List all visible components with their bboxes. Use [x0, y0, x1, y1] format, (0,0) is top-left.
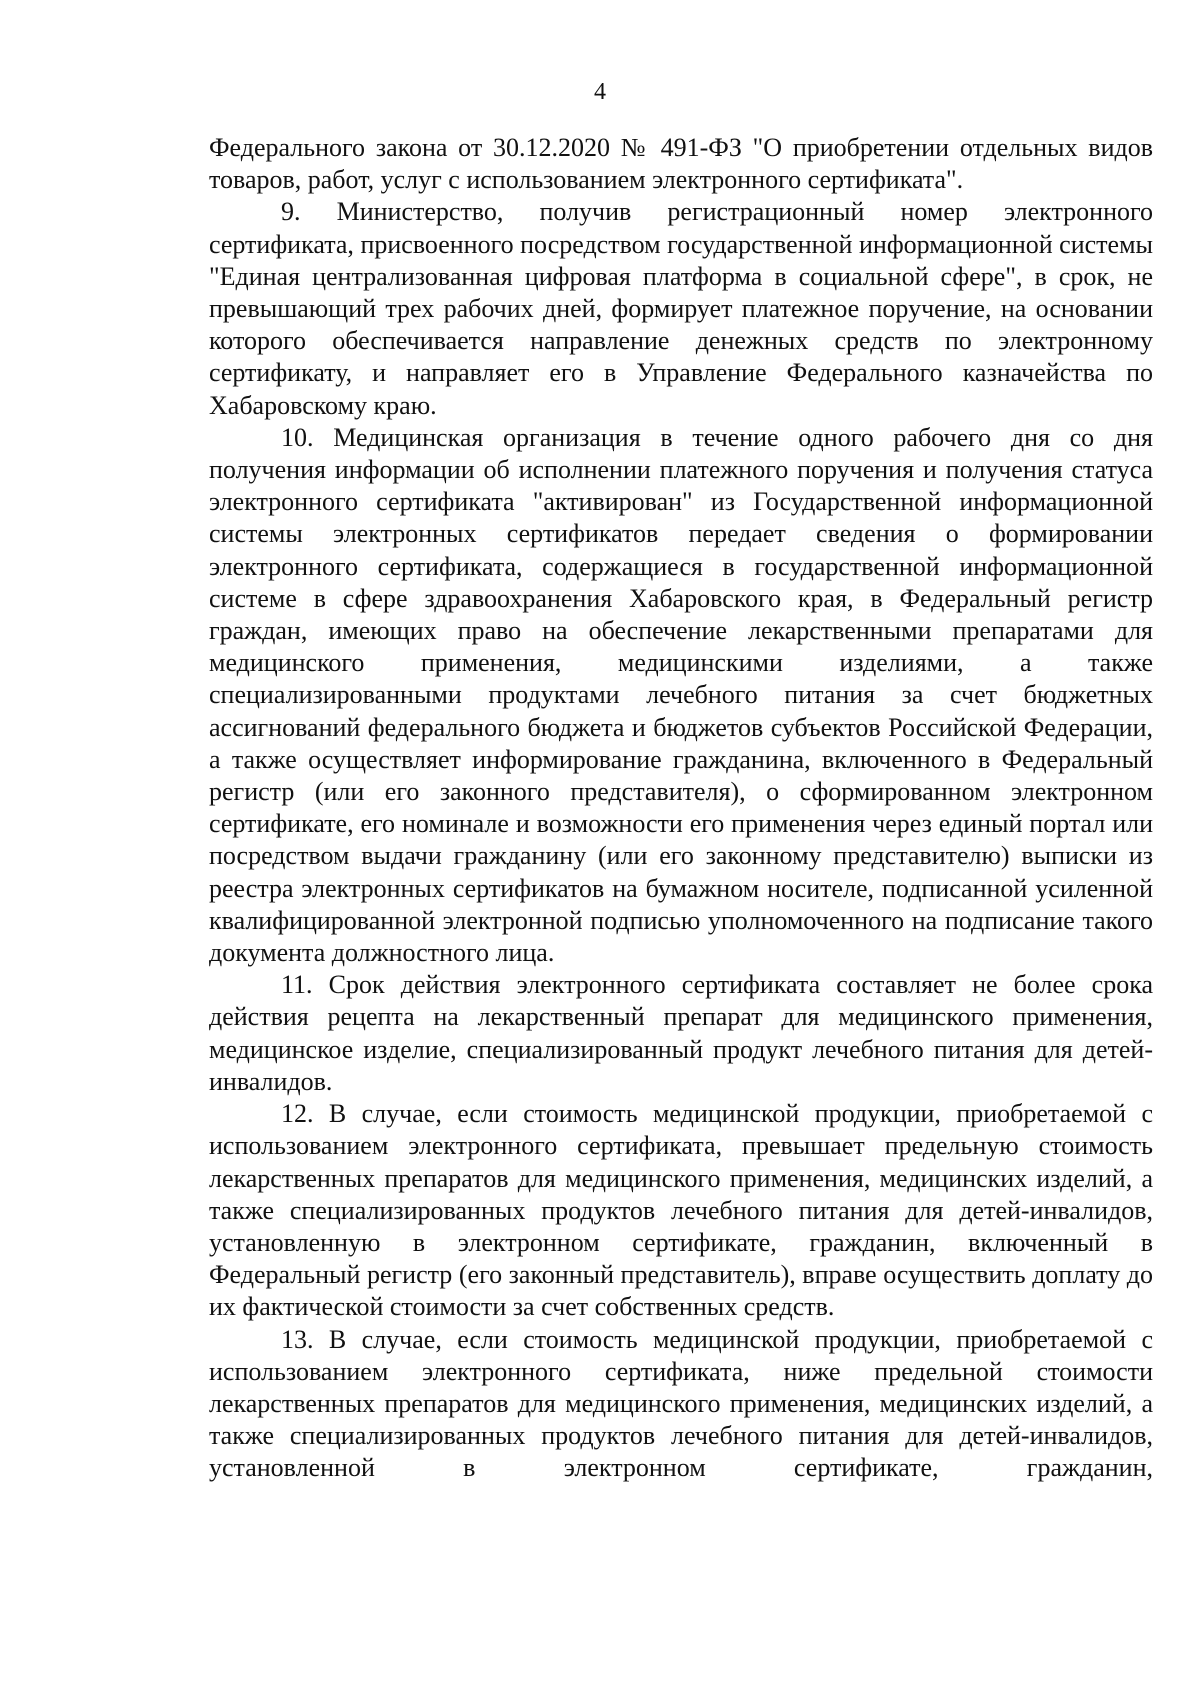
paragraph-12: 12. В случае, если стоимость медицинской продукции, приобретаемой с использованием электронного сертификата, превышает предельную стоимость лекарственных препаратов для медицинского применения, медицинских изделий, а также специализированных продуктов лечебного питания для детей-инвалидов, установленную в электронном сертификате, гражданин, включенный в Федеральный регистр (его законный представитель), вправе осуществить доплату до их фактической стоимости за счет собственных средств. [209, 1099, 1153, 1322]
paragraph-10: 10. Медицинская организация в течение одного рабочего дня со дня получения информации об исполнении платежного поручения и получения статуса электронного сертификата "активирован" из Государственной информационной системы электронных сертификатов передает сведения о формировании электронного сертификата, содержащиеся в государственной информационной системе в сфере здравоохранения Хабаровского края, в Федеральный регистр граждан, имеющих право на обеспечение лекарственными препаратами для медицинского применения, медицинскими изделиями, а также специализированными продуктами лечебного питания за счет бюджетных ассигнований федерального бюджета и бюджетов субъектов Российской Федерации, а также осуществляет информирование гражданина, включенного в Федеральный регистр (или его законного представителя), о сформированном электронном сертификате, его номинале и возможности его применения через единый портал или посредством выдачи гражданину (или его законному представителю) выписки из реестра электронных сертификатов на бумажном носителе, подписанной усиленной квалифицированной электронной подписью уполномоченного на подписание такого документа должностного лица. [209, 422, 1153, 968]
document-body [209, 132, 1153, 1485]
page-number: 4 [594, 79, 606, 105]
paragraph-11: 11. Срок действия электронного сертификата составляет не более срока действия рецепта на лекарственный препарат для медицинского применения, медицинское изделие, специализированный продукт лечебного питания для детей-инвалидов. [209, 970, 1153, 1096]
paragraph-9: 9. Министерство, получив регистрационный номер электронного сертификата, присвоенного посредством государственной информационной системы "Единая централизованная цифровая платформа в социальной сфере", в срок, не превышающий трех рабочих дней, формирует платежное поручение, на основании которого обеспечивается направление денежных средств по электронному сертификату, и направляет его в Управление Федерального казначейства по Хабаровскому краю. [209, 197, 1153, 420]
paragraph-13: 13. В случае, если стоимость медицинской продукции, приобретаемой с использованием электронного сертификата, ниже предельной стоимости лекарственных препаратов для медицинского применения, медицинских изделий, а также специализированных продуктов лечебного питания для детей-инвалидов, установленной в электронном сертификате, гражданин, [209, 1324, 1153, 1483]
paragraph-continuation: Федерального закона от 30.12.2020 № 491-ФЗ "О приобретении отдельных видов товаров, работ, услуг с использованием электронного сертификата". [209, 133, 1153, 195]
